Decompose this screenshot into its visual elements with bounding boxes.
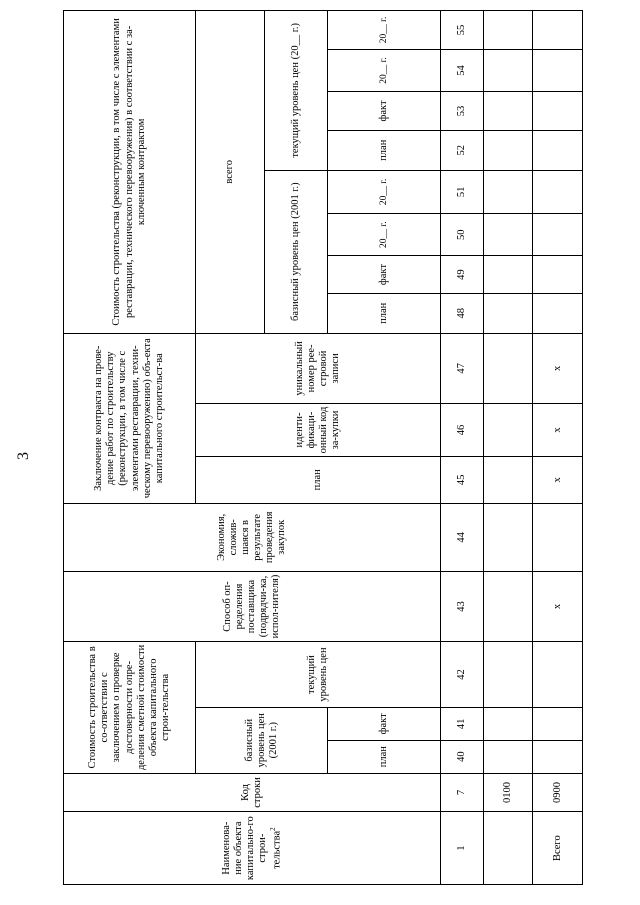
cell: х (533, 404, 583, 457)
cell[interactable] (533, 49, 583, 91)
header-year-54: 20__ г. (328, 49, 441, 91)
cell[interactable] (533, 214, 583, 256)
cell[interactable] (533, 642, 583, 708)
col-num: 50 (441, 214, 483, 256)
cell[interactable] (533, 256, 583, 294)
cell[interactable] (483, 707, 533, 740)
header-year-50: 20__ г. (328, 214, 441, 256)
table-row (483, 11, 533, 885)
col-num: 44 (441, 503, 483, 571)
col-num: 48 (441, 293, 483, 333)
cell[interactable] (483, 49, 533, 91)
header-current-level: текущий уровень цен (196, 642, 441, 708)
header-year-51: 20__ г. (328, 170, 441, 213)
col-num: 7 (441, 773, 483, 812)
header-contract: Заключение контракта на прове-дение работ по строительству (реконструкции, в том числе с элементами реставрации, техни-ческому перевооружению) объ-екта капитального строительст-ва (64, 333, 196, 503)
header-basic-2001: базисный уровень цен (2001 г.) (196, 707, 328, 773)
header-fact-49: факт (328, 256, 441, 294)
row-code: 0100 (483, 773, 533, 812)
row-name[interactable] (483, 812, 533, 885)
cell[interactable] (483, 256, 533, 294)
cell[interactable] (483, 170, 533, 213)
cell[interactable] (533, 293, 583, 333)
cell[interactable] (483, 293, 533, 333)
col-num: 49 (441, 256, 483, 294)
cell[interactable] (483, 456, 533, 503)
cell[interactable] (483, 92, 533, 131)
col-num: 53 (441, 92, 483, 131)
page-number: 3 (15, 452, 32, 460)
cell[interactable] (533, 170, 583, 213)
cell[interactable] (483, 214, 533, 256)
col-num: 52 (441, 130, 483, 170)
col-num: 55 (441, 11, 483, 50)
header-contract-cost: Стоимость строительства (реконструкции, в том числе с элементами реставрации, технического перевооружения) в соответствии с за-ключенным контрактом (64, 11, 196, 334)
header-savings: Экономия, сложив-шаяся в результате проведения закупок (64, 503, 441, 571)
cell[interactable] (483, 11, 533, 50)
header-cost-expertise: Стоимость строительства в со-ответствии с заключением о проверке достоверности опре-деления сметной стоимости объекта капитального строи-тельства (64, 642, 196, 773)
row-code: 0900 (533, 773, 583, 812)
col-num: 40 (441, 740, 483, 773)
cell[interactable] (483, 333, 533, 403)
cell[interactable] (533, 503, 583, 571)
col-num: 46 (441, 404, 483, 457)
col-num: 1 (441, 812, 483, 885)
cell[interactable] (533, 707, 583, 740)
col-num: 51 (441, 170, 483, 213)
cell[interactable] (533, 740, 583, 773)
header-unique-number: уникальный номер рее-стровой записи (196, 333, 441, 403)
cell[interactable] (483, 571, 533, 641)
cell[interactable] (533, 92, 583, 131)
form-table (63, 10, 583, 885)
table-row-total (533, 11, 583, 885)
header-plan-52: план (328, 130, 441, 170)
form-table-rotated (63, 10, 583, 885)
cell: х (533, 571, 583, 641)
cell[interactable] (483, 503, 533, 571)
header-supplier-method: Способ оп-ределения поставщика (подрядчи-ка, испол-нителя) (64, 571, 441, 641)
header-total: всего (196, 11, 264, 334)
cell[interactable] (483, 404, 533, 457)
header-fact-41: факт (328, 707, 441, 740)
header-ident-code: иденти-фикаци-онный код за-купки (196, 404, 441, 457)
row-name: Всего (533, 812, 583, 885)
col-num: 43 (441, 571, 483, 641)
header-row-code: Код строки (64, 773, 441, 812)
cell[interactable] (533, 130, 583, 170)
cell[interactable] (483, 740, 533, 773)
header-current-price: текущий уровень цен (20__ г.) (264, 11, 328, 171)
column-numbers-row (441, 11, 483, 885)
header-plan-40: план (328, 740, 441, 773)
header-object-name: Наименова-ние объекта капитально-го строи-тельства$^2$ (64, 812, 441, 885)
cell[interactable] (533, 11, 583, 50)
cell: х (533, 333, 583, 403)
header-contract-plan: план (196, 456, 441, 503)
header-plan-48: план (328, 293, 441, 333)
col-num: 47 (441, 333, 483, 403)
header-basic-2001-b: базисный уровень цен (2001 г.) (264, 170, 328, 333)
col-num: 45 (441, 456, 483, 503)
header-fact-53: факт (328, 92, 441, 131)
cell: х (533, 456, 583, 503)
cell[interactable] (483, 130, 533, 170)
col-num: 54 (441, 49, 483, 91)
col-num: 42 (441, 642, 483, 708)
header-year-55: 20__ г. (328, 11, 441, 50)
cell[interactable] (483, 642, 533, 708)
col-num: 41 (441, 707, 483, 740)
